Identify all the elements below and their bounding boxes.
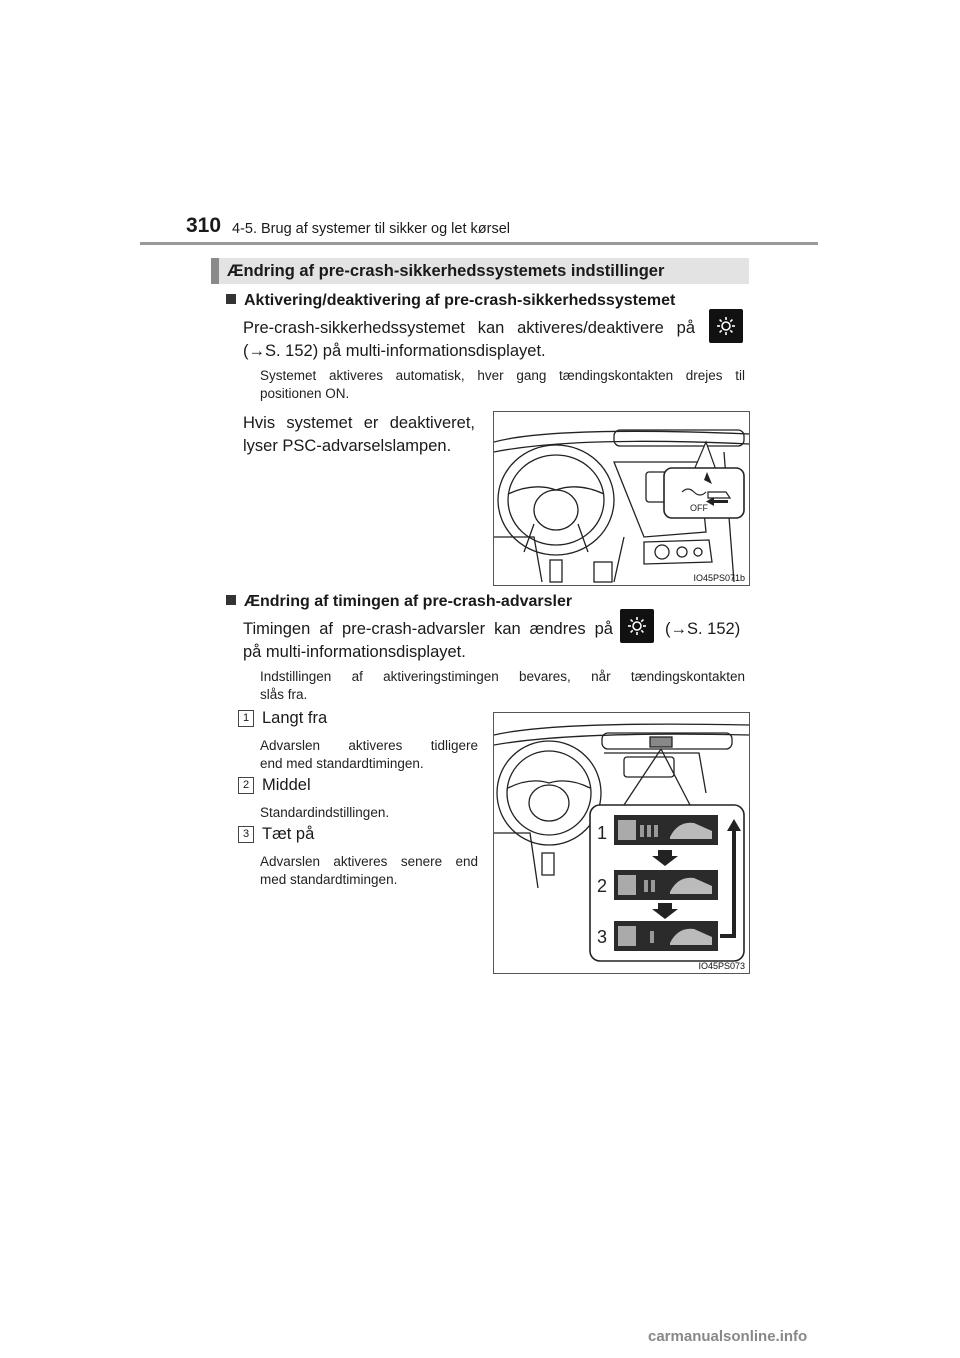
settings-gear-icon — [709, 309, 743, 343]
item-number-2: 2 — [238, 777, 254, 794]
chapter-title: 4-5. Brug af systemer til sikker og let kørsel — [232, 221, 510, 237]
part2-text-line2: på multi-informationsdisplayet. — [243, 643, 466, 661]
square-bullet-icon — [226, 294, 236, 304]
item-title-text: Tæt på — [262, 825, 315, 843]
list-item-3-title — [238, 825, 314, 844]
list-item-2-title — [238, 776, 311, 795]
part1-heading — [226, 292, 675, 310]
psc-off-label: OFF — [690, 503, 708, 513]
part1-heading-text: Aktivering/deaktivering af pre-crash-sikkerhedssystemet — [244, 292, 676, 309]
settings-gear-icon — [620, 609, 654, 643]
psc-text-line2: lyser PSC-advarselslampen. — [243, 437, 452, 455]
figure-code-2: IO45PS073 — [698, 961, 745, 971]
dashboard-figure-psc — [493, 411, 750, 586]
figure-code-1: IO45PS071b — [693, 573, 745, 583]
list-item-1-desc-line2: end med standardtimingen. — [260, 756, 424, 771]
part1-text-line2: (→S. 152) på multi-informationsdisplayet. — [243, 342, 546, 360]
item-number-1: 1 — [238, 710, 254, 727]
part1-note-line1: Systemet aktiveres automatisk, hver gang tændingskontakten drejes til — [260, 368, 745, 383]
part2-heading — [226, 593, 572, 611]
svg-text:1: 1 — [597, 823, 608, 843]
part2-text-line1b: (→S. 152) — [665, 620, 741, 638]
section-title: Ændring af pre-crash-sikkerhedssystemets indstillinger — [227, 262, 665, 280]
list-item-1-desc-line1: Advarslen aktiveres tidligere — [260, 738, 478, 753]
part1-text-line1: Pre-crash-sikkerhedssystemet kan aktiveres/deaktivere på — [243, 319, 695, 337]
section-bar-accent — [211, 258, 219, 284]
psc-text-line1: Hvis systemet er deaktiveret, — [243, 414, 475, 432]
part2-text-line1a: Timingen af pre-crash-advarsler kan ændres på — [243, 620, 613, 638]
svg-text:3: 3 — [597, 927, 608, 947]
item-number-3: 3 — [238, 826, 254, 843]
section-title-bar — [211, 258, 749, 284]
part2-note-line2: slås fra. — [260, 687, 308, 702]
list-item-1-title — [238, 709, 327, 728]
part2-heading-text: Ændring af timingen af pre-crash-advarsler — [244, 593, 573, 610]
timing-illustration — [494, 713, 749, 973]
list-item-2-desc-line1: Standardindstillingen. — [260, 805, 390, 820]
square-bullet-icon — [226, 595, 236, 605]
item-title-text: Middel — [262, 776, 311, 794]
list-item-3-desc-line1: Advarslen aktiveres senere end — [260, 854, 478, 869]
dashboard-illustration — [494, 412, 749, 585]
header-divider — [140, 242, 818, 245]
part1-note-line2: positionen ON. — [260, 386, 350, 401]
part2-note-line1: Indstillingen af aktiveringstimingen bevares, når tændingskontakten — [260, 669, 745, 684]
watermark: carmanualsonline.info — [648, 1328, 808, 1345]
dashboard-figure-timing — [493, 712, 750, 974]
page-number: 310 — [186, 214, 222, 237]
svg-text:2: 2 — [597, 876, 608, 896]
list-item-3-desc-line2: med standardtimingen. — [260, 872, 398, 887]
item-title-text: Langt fra — [262, 709, 328, 727]
